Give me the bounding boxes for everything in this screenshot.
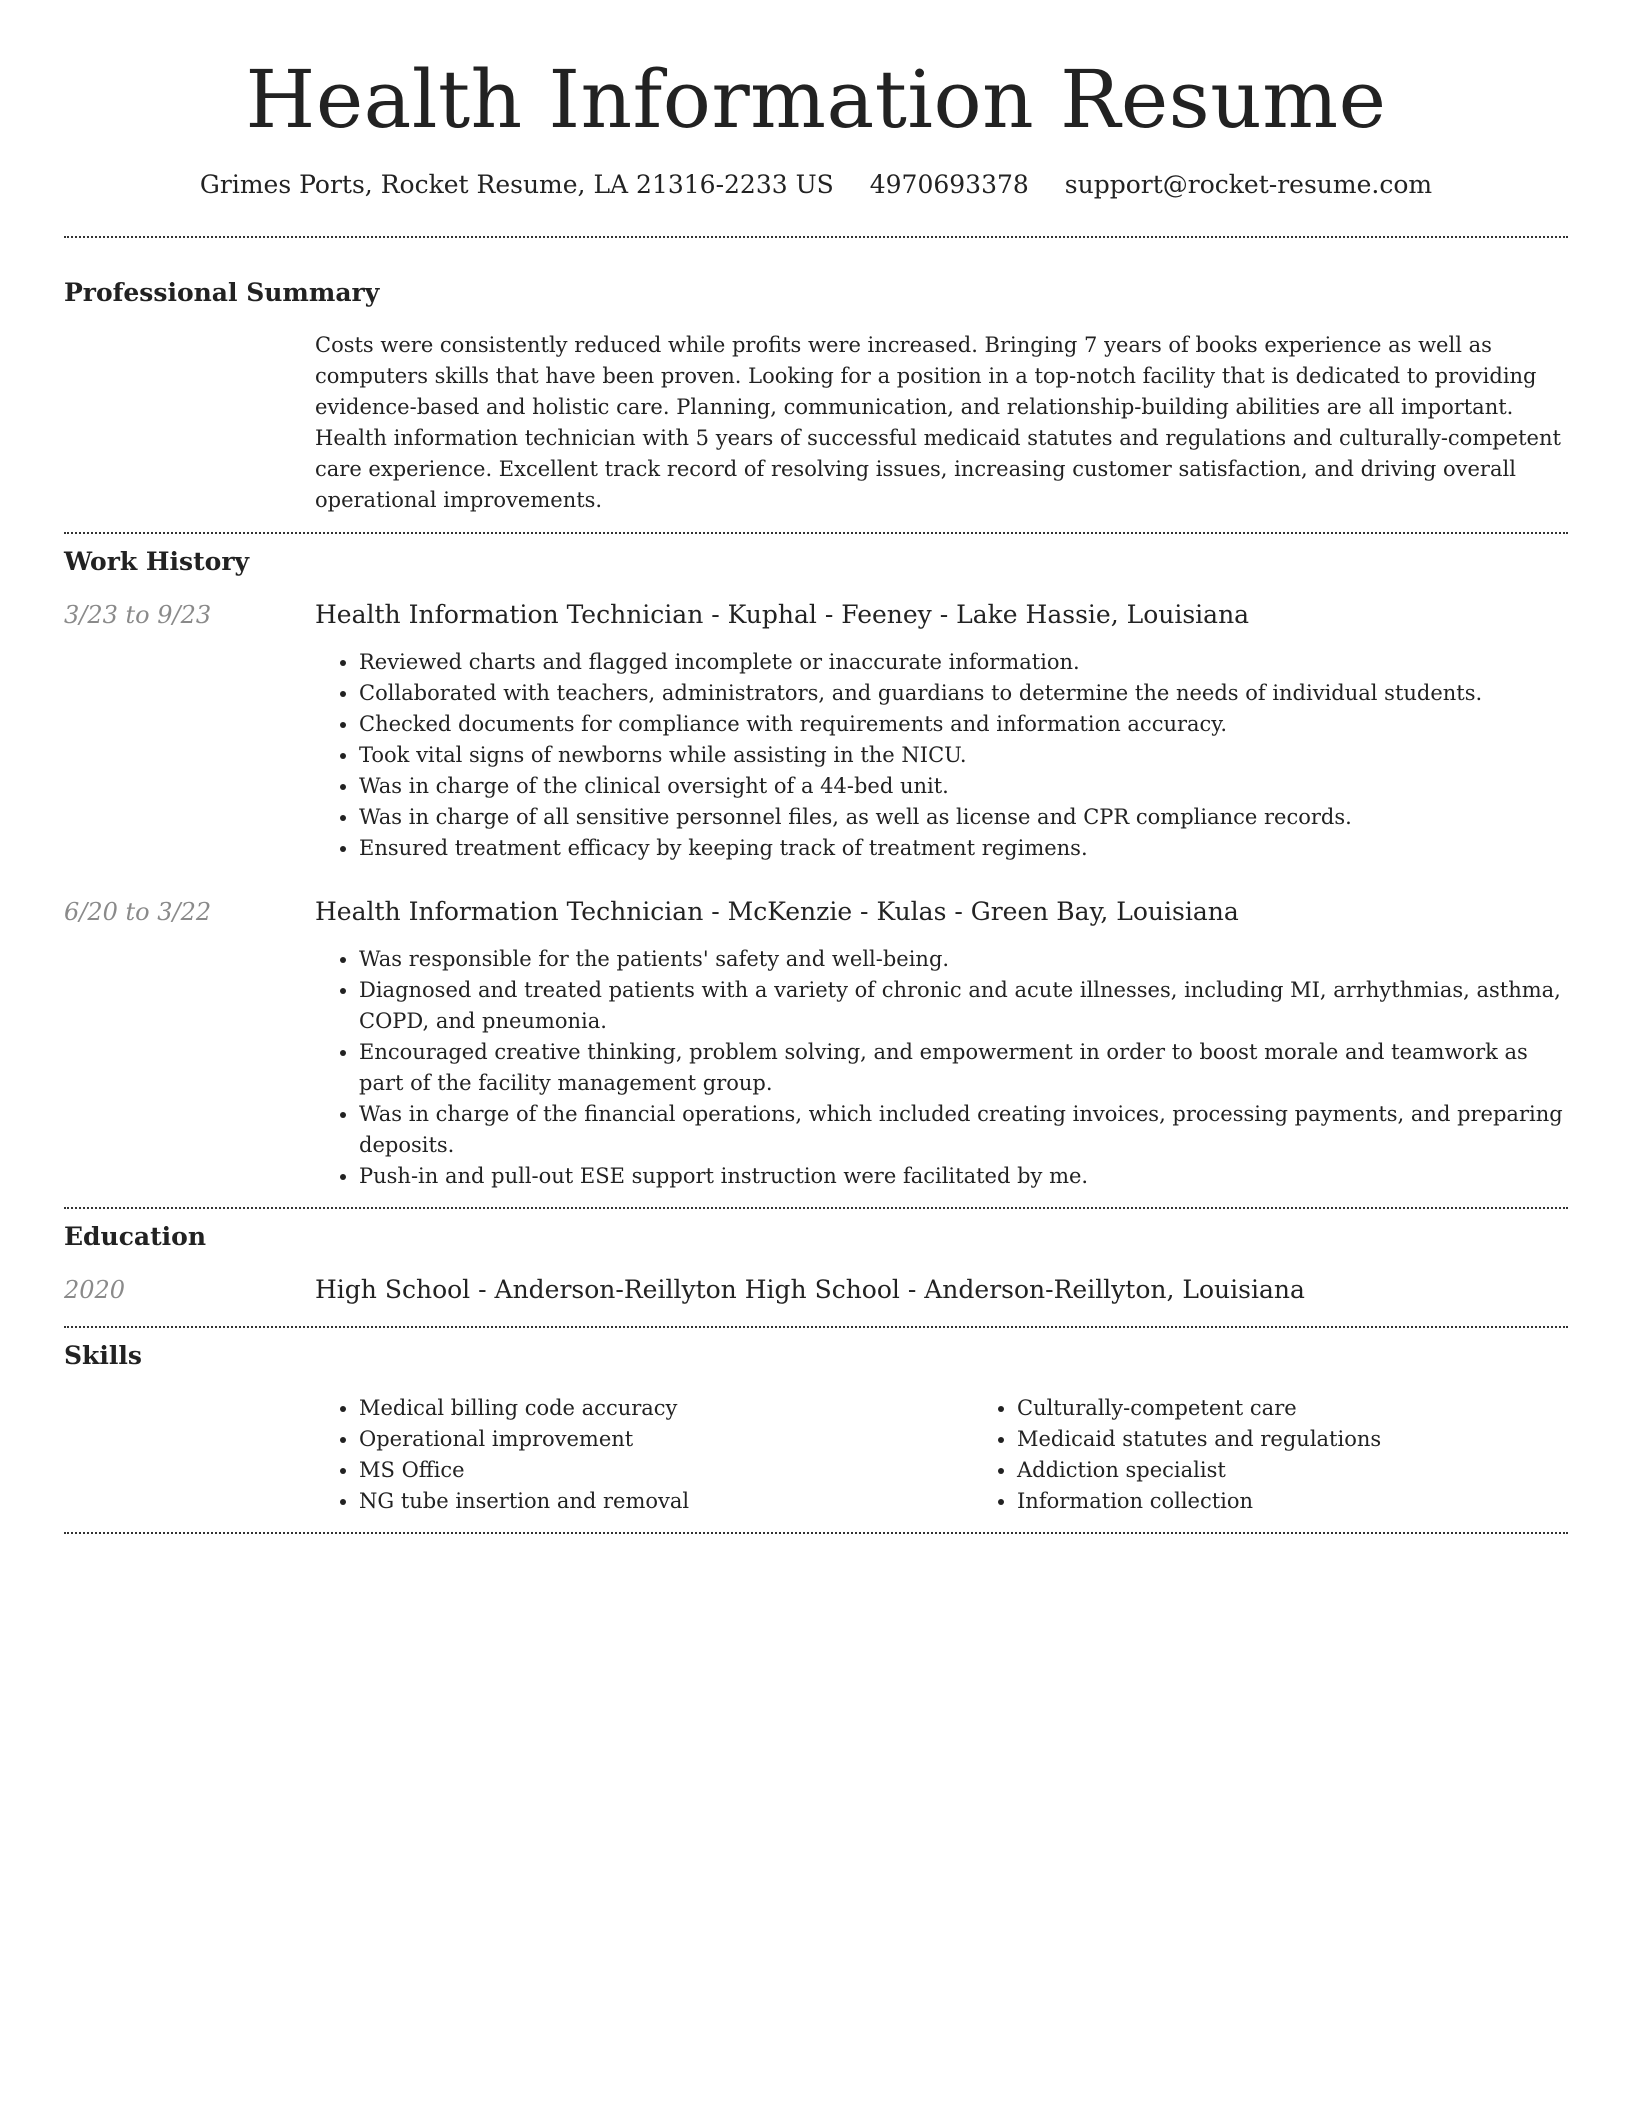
contact-line	[64, 168, 1568, 202]
section-title-education: Education	[64, 1222, 207, 1251]
job-title: Health Information Technician - McKenzie - Kulas - Green Bay, Louisiana	[315, 897, 1239, 926]
list-item: • Was in charge of all sensitive personnel files, as well as license and CPR compliance records.	[359, 802, 1568, 833]
section-work-history	[64, 534, 1568, 1192]
job-bullets	[315, 944, 1568, 1192]
section-title-summary: Professional Summary	[64, 278, 380, 307]
list-item: • MS Office	[359, 1455, 973, 1486]
list-item: • Push-in and pull-out ESE support instruction were facilitated by me.	[359, 1161, 1568, 1192]
education-year: 2020	[64, 1276, 126, 1304]
list-item: • Was in charge of the financial operations, which included creating invoices, processing payments, and preparing deposits.	[359, 1099, 1568, 1161]
list-item: • Was responsible for the patients' safety and well-being.	[359, 944, 1568, 975]
section-skills	[64, 1328, 1568, 1517]
section-title-skills: Skills	[64, 1341, 142, 1370]
list-item: • Information collection	[1017, 1486, 1631, 1517]
list-item: • Diagnosed and treated patients with a variety of chronic and acute illnesses, including MI, arrhythmias, asthma, COPD, and pneumonia.	[359, 975, 1568, 1037]
job-entry	[64, 599, 1568, 864]
list-item: • Was in charge of the clinical oversight of a 44-bed unit.	[359, 771, 1568, 802]
education-detail: High School - Anderson-Reillyton High School - Anderson-Reillyton, Louisiana	[315, 1275, 1305, 1304]
contact-email: support@rocket-resume.com	[1064, 170, 1433, 199]
list-item: • Encouraged creative thinking, problem solving, and empowerment in order to boost morale and teamwork as part of the facility management group.	[359, 1037, 1568, 1099]
section-title-work: Work History	[64, 547, 250, 576]
list-item: • Operational improvement	[359, 1424, 973, 1455]
skills-list-left	[315, 1393, 973, 1517]
job-title: Health Information Technician - Kuphal - Feeney - Lake Hassie, Louisiana	[315, 600, 1250, 629]
job-dates: 3/23 to 9/23	[64, 601, 212, 629]
contact-address: Grimes Ports, Rocket Resume, LA 21316-2233 US	[199, 170, 834, 199]
education-entry	[64, 1274, 1568, 1306]
list-item: • Collaborated with teachers, administrators, and guardians to determine the needs of individual students.	[359, 678, 1568, 709]
resume-header	[64, 0, 1568, 202]
list-item: • Medical billing code accuracy	[359, 1393, 973, 1424]
job-dates: 6/20 to 3/22	[64, 898, 212, 926]
list-item: • Medicaid statutes and regulations	[1017, 1424, 1631, 1455]
list-item: • Ensured treatment efficacy by keeping track of treatment regimens.	[359, 833, 1568, 864]
job-entry	[64, 896, 1568, 1192]
list-item: • NG tube insertion and removal	[359, 1486, 973, 1517]
summary-text: Costs were consistently reduced while profits were increased. Bringing 7 years of books experience as well as computers skills that have been proven. Looking for a position in a top-notch facility that is dedicated to providing evidence-based and holistic care. Planning, communication, and relationship-building abilities are all important. Health information technician with 5 years of successful medicaid statutes and regulations and culturally-competent care experience. Excellent track record of resolving issues, increasing customer satisfaction, and driving overall operational improvements.	[315, 333, 1561, 512]
skills-columns	[315, 1393, 1568, 1517]
skills-list-right	[973, 1393, 1631, 1517]
resume-title: Health Information Resume	[245, 53, 1387, 146]
list-item: • Culturally-competent care	[1017, 1393, 1631, 1424]
list-item: • Took vital signs of newborns while assisting in the NICU.	[359, 740, 1568, 771]
list-item: • Checked documents for compliance with requirements and information accuracy.	[359, 709, 1568, 740]
job-bullets	[315, 647, 1568, 864]
list-item: • Addiction specialist	[1017, 1455, 1631, 1486]
list-item: • Reviewed charts and flagged incomplete or inaccurate information.	[359, 647, 1568, 678]
section-summary	[64, 238, 1568, 516]
resume-page	[64, 0, 1568, 1534]
section-education	[64, 1209, 1568, 1306]
contact-phone: 4970693378	[869, 170, 1029, 199]
divider	[64, 1532, 1568, 1534]
